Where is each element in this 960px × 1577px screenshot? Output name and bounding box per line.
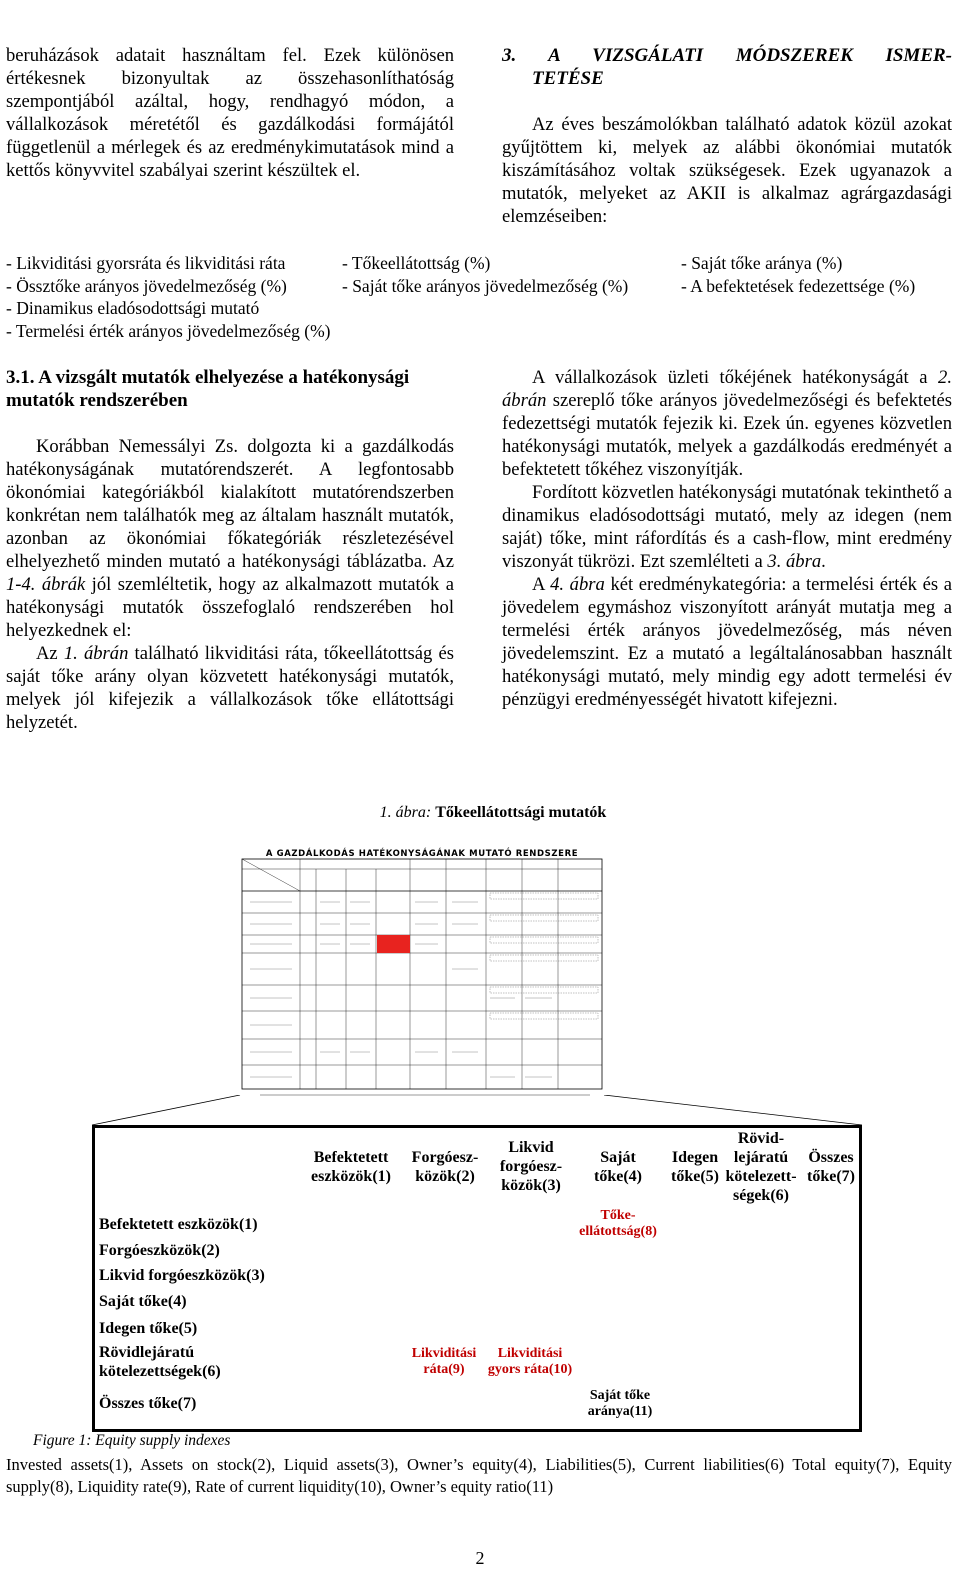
figure-1-caption: 1. ábra: Tőkeellátottsági mutatók: [379, 804, 607, 821]
column-header: Saját tőke(4): [594, 1149, 642, 1185]
diagram-graphic: [240, 845, 604, 1101]
list-item: - Saját tőke arányos jövedelmezőség (%): [342, 275, 629, 296]
section-31-block: [6, 366, 454, 734]
section-3-block: [502, 44, 952, 228]
list-item: - Likviditási gyorsráta és likviditási ráta: [6, 253, 286, 273]
figure-caption-en: Figure 1: Equity supply indexes: [33, 1432, 231, 1449]
indicator-list: [6, 252, 954, 342]
row-header: Befektetett eszközök(1): [99, 1216, 258, 1233]
funnel-connector: [0, 1095, 960, 1129]
row-header: Rövidlejáratú kötelezettségek(6): [99, 1344, 221, 1380]
section-3-heading: [502, 44, 952, 67]
cell-toke-ellatottsag: Tőke-ellátottság(8): [579, 1208, 657, 1239]
right-mid-paragraph-1: A vállalkozások üzleti tőkéjének hatékonyságát a 2. ábrán szereplő tőke arányos jövedelmezőségi és befektetés fedezettségi mutatók fejezik ki. Ezek ún. egyenes közvetlen hatékonysági mutatók, melyek a gazdálkodás eredményét a befektetett tőkéhez viszonyítják.: [502, 367, 952, 480]
intro-paragraph: beruházások adatait használtam fel. Ezek különösen értékesnek bizonyultak az összehasonlíthatóság szempontjából azáltal, hogy, rendhagyó módon, a vállalkozások méretétől és gazdálkodási formájától függetlenül a mérlegek és az eredménykimutatások mind a kettős könyvvitel szabályai szerint készültek el.: [6, 45, 454, 181]
list-item: - Tőkeellátottság (%): [342, 253, 491, 273]
section-31-paragraph-1: Korábban Nemessályi Zs. dolgozta ki a gazdálkodás hatékonyságának mutatórendszerét. A legfontosabb ökonómiai kategóriákból kialakított mutatórendszerben konkrétan nem találhatók meg az általam használt mutatók, azonban az ökonómiai főkategóriák részletezésével elhelyezhető minden mutató a hatékonysági táblázatba. Az 1-4. ábrák jól szemléltetik, hogy az alkalmazott mutatók a hatékonysági mutatók összefoglaló rendszerében hol helyezkednek el:: [6, 436, 454, 641]
diagram-title: A GAZDÁLKODÁS HATÉKONYSÁGÁNAK MUTATÓ RENDSZERE: [265, 849, 579, 859]
row-header: Likvid forgóeszközök(3): [99, 1267, 265, 1284]
section-3-paragraph: Az éves beszámolókban található adatok közül azokat gyűjtöttem ki, melyek az alábbi ökonómiai mutatók kiszámításához voltak szükségesek. Ezek ugyanazok a mutatók, melyeket az AKII is alkalmaz agrárgazdasági elemzéseiben:: [502, 114, 952, 227]
list-item: - Össztőke arányos jövedelmezőség (%): [6, 275, 287, 296]
section-31-heading: 3.1. A vizsgált mutatók elhelyezése a hatékonysági mutatók rendszerében: [6, 367, 410, 411]
right-mid-block: [502, 366, 952, 711]
section-3-heading-line1: 3. A VIZSGÁLATI MÓDSZEREK ISMER-: [502, 45, 952, 66]
row-header: Saját tőke(4): [99, 1293, 187, 1310]
section-3-heading-line2: TETÉSE: [532, 68, 604, 89]
row-header: Idegen tőke(5): [99, 1320, 198, 1337]
cell-likviditasi-rata: Likviditási ráta(9): [411, 1346, 477, 1377]
section-31-paragraph-2: Az 1. ábrán található likviditási ráta, tőkeellátottság és saját tőke arány olyan közvetett hatékonysági mutatók, melyek jól kifejezik a vállalkozások tőke ellátottsági helyzetét.: [6, 643, 454, 733]
list-item: - Saját tőke aránya (%): [681, 253, 843, 273]
right-mid-paragraph-3: A 4. ábra két eredménykategória: a termelési érték és a jövedelem egymáshoz viszonyított arányát mutatja meg a termelési érték arányos jövedelmezőség, más néven jövedelemszint. Ez a mutató a legáltalánosabban használt hatékonysági mutató, mely mindig egy adott termelési év pénzügyi eredményességét hivatott kifejezni.: [502, 574, 952, 710]
column-header: Idegen tőke(5): [671, 1149, 719, 1185]
list-item: - A befektetések fedezettsége (%): [681, 275, 916, 296]
page-number: 2: [475, 1548, 485, 1568]
column-header: Befektetett eszközök(1): [311, 1149, 391, 1185]
list-item: - Termelési érték arányos jövedelmezőség (%): [6, 320, 331, 341]
right-mid-paragraph-2: Fordított közvetlen hatékonysági mutatónak tekinthető a dinamikus eladósodottsági mutató, mely az idegen (nem saját) tőke, mint ráfordítás és a cash-flow, mint eredmény viszonyát tükrözi. Ezt szemlélteti a 3. ábra.: [502, 482, 952, 572]
efficiency-system-diagram: [240, 845, 604, 1101]
highlight-cell: [377, 935, 410, 953]
column-header: Likvid forgóesz-közök(3): [499, 1139, 563, 1194]
column-header: Forgóesz-közök(2): [411, 1149, 479, 1185]
cell-sajat-toke-aranya: Saját tőke aránya(11): [587, 1388, 653, 1419]
row-header: Forgóeszközök(2): [99, 1242, 220, 1259]
cell-likviditasi-gyors-rata: Likviditási gyors ráta(10): [487, 1346, 573, 1377]
row-header: Összes tőke(7): [99, 1395, 197, 1412]
column-header: Összes tőke(7): [807, 1149, 855, 1185]
column-header: Rövid-lejáratú kötelezett-ségek(6): [725, 1130, 797, 1204]
figure-legend-en: Invested assets(1), Assets on stock(2), Liquid assets(3), Owner’s equity(4), Liabilities(5), Current liabilities(6) Total equity(7), Equity supply(8), Liquidity rate(9), Rate of current liquidity(10), Owner’s equity ratio(11): [6, 1455, 952, 1496]
equity-supply-table: [92, 1125, 862, 1432]
list-item: - Dinamikus eladósodottsági mutató: [6, 298, 260, 318]
intro-paragraph-block: [6, 44, 454, 182]
